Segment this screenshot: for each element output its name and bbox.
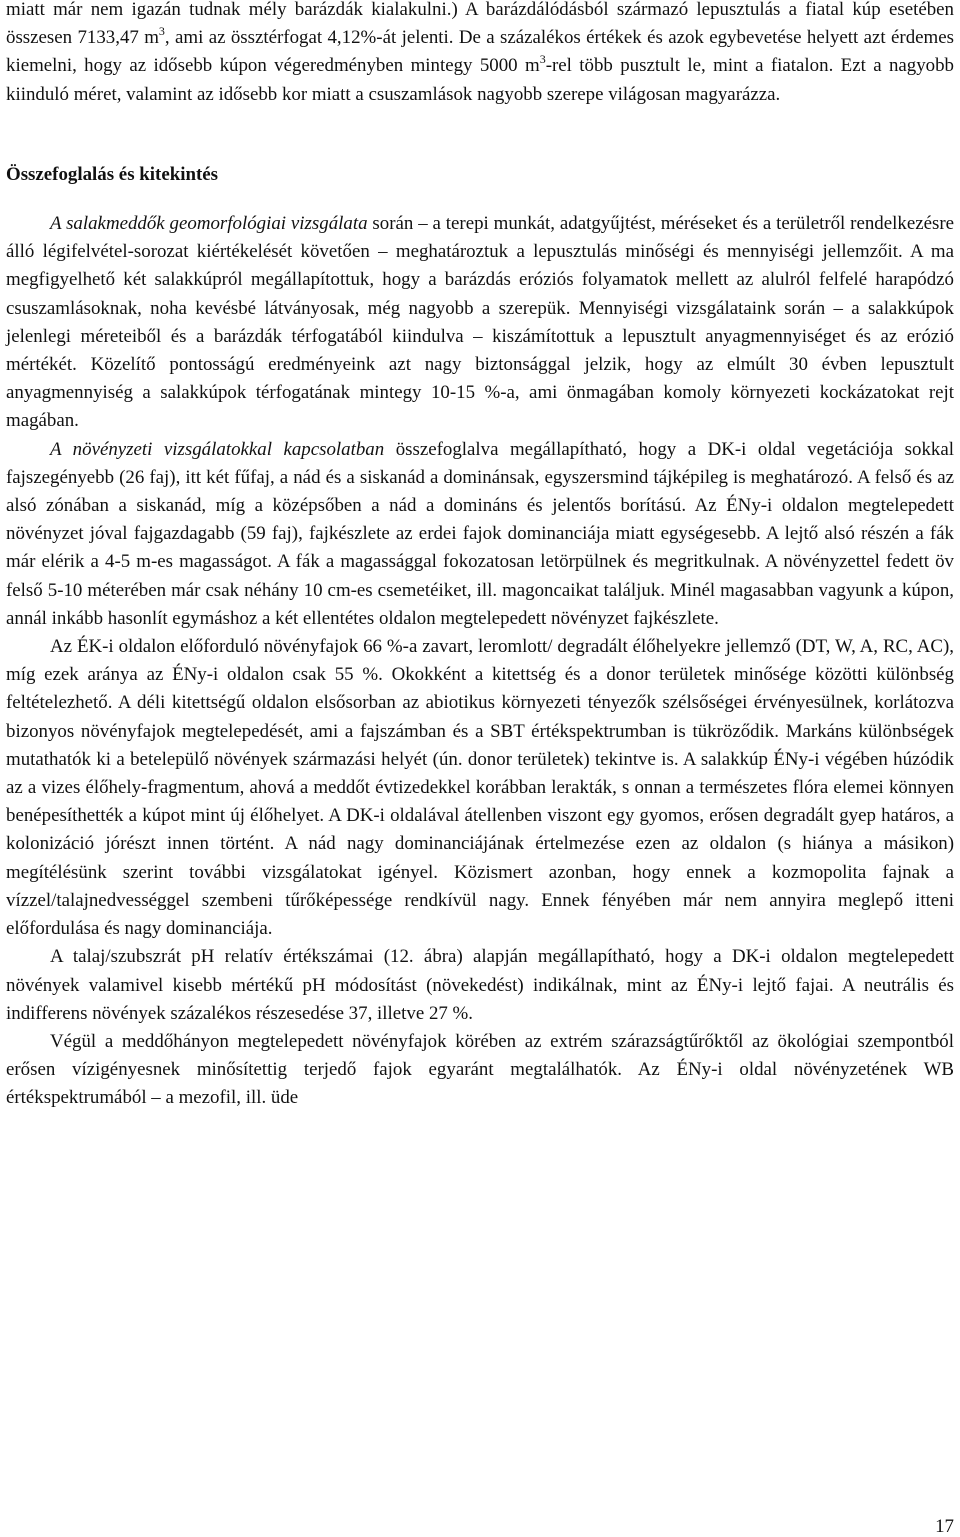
italic-lead: A növényzeti vizsgálatokkal kapcsolatban	[50, 438, 385, 460]
summary-paragraph-vegetation	[6, 436, 954, 633]
intro-text-2: , ami az össztérfogat 4,12%-át jelenti. De a százalékos értékek és azok egybevetése helyett azt érdemes kiemelni, hogy az idősebb kúpon végeredményben mintegy 5000 m	[6, 27, 954, 77]
summary-paragraph-ph: A talaj/szubszrát pH relatív értékszámai (12. ábra) alapján megállapítható, hogy a DK-i oldalon megtelepedett növények valamivel kisebb mértékű pH módosítást (növekedést) indikálnak, mint az ÉNy-i lejtő fajai. A neutrális és indifferens növények százalékos részesedése 37, illetve 27 %.	[6, 946, 954, 1024]
summary-paragraph-geomorphology	[6, 210, 954, 436]
superscript-cubic: 3	[158, 24, 165, 39]
paragraph-text: összefoglalva megállapítható, hogy a DK-i oldal vegetációja sokkal fajszegényebb (26 faj), itt két fűfaj, a nád és a siskanád a dominánsak, egyszersmind tájképileg is meghatározó. A felső és az alsó zónában a siskanád, míg a középsőben a nád a domináns és jelentős borítású. Az ÉNy-i oldalon megtelepedett növényzet jóval fajgazdagabb (59 faj), fajkészlete az erdei fajok dominanciája miatt egységesebb. A lejtő alsó részén a fák már elérik a 4-5 m-es magasságot. A fák a magassággal fokozatosan letörpülnek és megritkulnak. A növényzettel fedett öv felső 5-10 méterében már csak néhány 10 cm-es csemetéiket, ill. magoncaikat találjuk. Minél magasabban vagyunk a kúpon, annál inkább hasonlít egymáshoz a két ellentétes oldalon megtelepedett növényzet fajkészlete.	[6, 438, 954, 629]
document-page	[6, 0, 954, 1113]
intro-paragraph	[6, 0, 954, 109]
summary-paragraph-drought: Végül a meddőhányon megtelepedett növényfajok körében az extrém szárazságtűrőktől az ökológiai szempontból erősen vízigényesnek minősítettig terjedő fajok egyaránt megtalálhatók. Az ÉNy-i oldal növényzetének WB értékspektrumából – a mezofil, ill. üde	[6, 1030, 954, 1109]
spacer	[6, 109, 954, 161]
superscript-cubic: 3	[539, 52, 546, 67]
intro-text-3: -rel több pusztult le, mint a fiatalon. Ezt a nagyobb kiinduló méret, valamint az idősebb kor miatt a csuszamlások nagyobb szerepe világosan magyarázza.	[6, 55, 955, 105]
page-number: 17	[935, 1516, 954, 1537]
intro-text-1: miatt már nem igazán tudnak mély barázdák kialakulni.) A barázdálódásból származó lepusztulás a fiatal kúp esetében összesen 7133,47 m	[6, 0, 954, 49]
spacer	[6, 189, 954, 210]
paragraph-text: során – a terepi munkát, adatgyűjtést, méréseket és a területről rendelkezésre álló légifelvétel-sorozat kiértékelését követően – meghatároztuk a lepusztulás minőségi és mennyiségi jellemzőit. A ma megfigyelhető két salakkúpról megállapítottuk, hogy a barázdás eróziós folyamatok mellett az alulról felfelé harapódzó csuszamlásoknak, noha kevésbé látványosak, még nagyobb a szerepük. Mennyiségi vizsgálataink során – a salakkúpok jelenlegi méreteiből és a barázdák térfogatából kiindulva – kiszámítottuk a lepusztult anyagmennyiséget és az erózió mértékét. Közelítő pontosságú eredményeink azt nagy biztonsággal jelzik, hogy az elmúlt 30 évben lepusztult anyagmennyiség a salakkúpok térfogatának mintegy 10-15 %-a, ami önmagában komoly környezeti kockázatokat rejt magában.	[6, 213, 955, 432]
section-heading: Összefoglalás és kitekintés	[6, 163, 218, 185]
italic-lead: A salakmeddők geomorfológiai vizsgálata	[50, 213, 368, 235]
summary-paragraph-habitats: Az ÉK-i oldalon előforduló növényfajok 66 %-a zavart, leromlott/ degradált élőhelyekre jellemző (DT, W, A, RC, AC), míg ezek aránya az ÉNy-i oldalon csak 55 %. Okokként a kitettség és a donor területek minősége közötti különbség feltételezhető. A déli kitettségű oldalon elsősorban az abiotikus környezeti tényezők szélsőségei érvényesülnek, korlátozva bizonyos növényfajok megtelepedését, ami a fajszámban és a SBT értékspektrumban is tükröződik. Markáns különbségek mutathatók ki a betelepülő növények származási helyét (ún. donor területek) tekintve is. A salakkúp ÉNy-i végében húzódik az a vizes élőhely-fragmentum, ahová a meddőt évtizedekkel korábban lerakták, s onnan a természetes flóra elemei könnyen benépesíthették a kúpot mint új élőhelyet. A DK-i oldalával átellenben viszont egy gyomos, erősen degradált gyep határos, a kolonizáció jórészt innen történt. A nád nagy dominanciájának értelmezése ezen az oldalon (s hiánya a másikon) megítélésünk szerint további vizsgálatokat igényel. Közismert azonban, hogy ennek a kozmopolita fajnak a vízzel/talajnedvességgel szembeni tűrőképessége rendkívül nagy. Ennek fényében már nem annyira meglepő itteni előfordulása és nagy dominanciája.	[6, 636, 954, 940]
